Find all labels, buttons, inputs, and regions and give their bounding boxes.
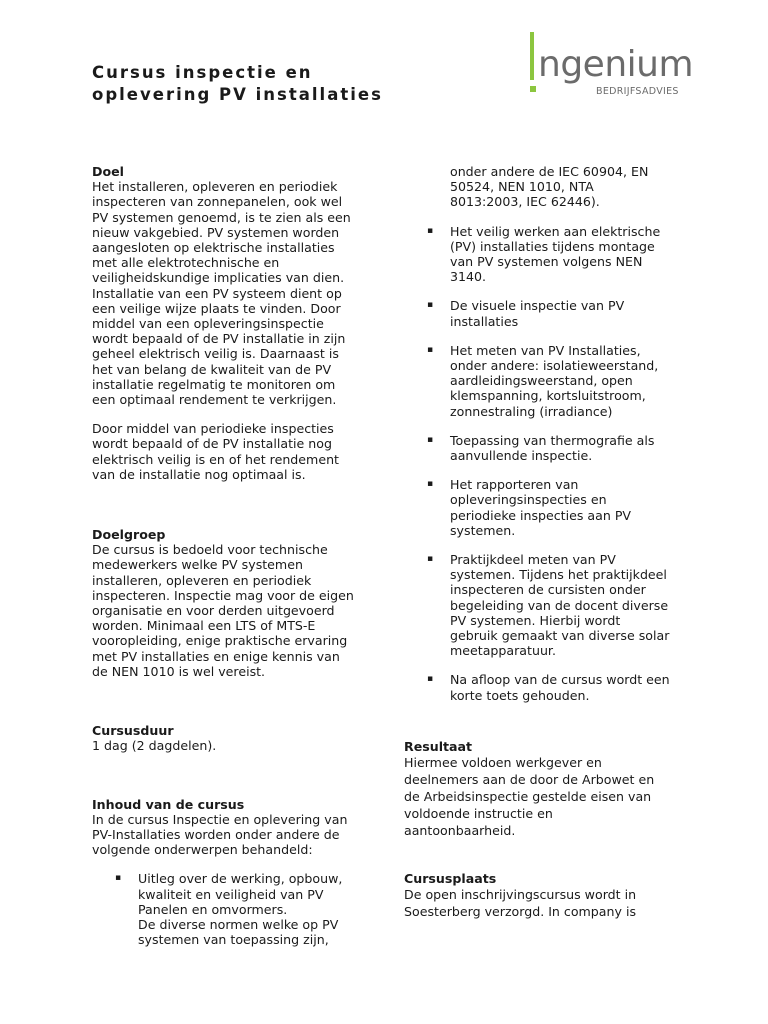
bullet-icon: ▪	[427, 674, 434, 685]
title-line: oplevering PV installaties	[92, 85, 383, 104]
text-line: klemspanning, kortsluitstroom,	[450, 388, 646, 404]
cursusplaats-paragraph	[404, 886, 704, 920]
text-line: de Arbeidsinspectie gestelde eisen van	[404, 789, 652, 805]
doel-paragraph-1	[92, 179, 392, 407]
section-cursusduur	[92, 723, 392, 753]
text-line: installaties	[450, 313, 519, 329]
text-line: systemen van toepassing zijn,	[138, 932, 329, 948]
text-line: De visuele inspectie van PV	[450, 298, 625, 314]
bullet-icon: ▪	[427, 554, 434, 565]
text-line: voldoende instructie en	[404, 806, 553, 822]
text-line: met alle elektrotechnische en	[92, 255, 280, 271]
text-line: installeren, opleveren en periodiek	[92, 572, 312, 588]
section-heading: Cursusplaats	[404, 871, 497, 887]
text-line: deelnemers aan de door de Arbowet en	[404, 772, 655, 788]
logo-mark-dot	[530, 86, 536, 92]
section-heading: Inhoud van de cursus	[92, 796, 245, 812]
section-resultaat	[404, 739, 704, 839]
right-column	[404, 164, 704, 920]
text-line: PV systemen. Hierbij wordt	[450, 612, 621, 628]
text-line: gebruik gemaakt van diverse solar	[450, 628, 670, 644]
bullet-icon: ▪	[427, 344, 434, 355]
section-inhoud	[92, 797, 392, 948]
section-cursusplaats	[404, 871, 704, 920]
text-line: de NEN 1010 is wel vereist.	[92, 663, 266, 679]
bullet-icon: ▪	[427, 225, 434, 236]
doelgroep-paragraph	[92, 542, 392, 679]
title-line: Cursus inspectie en	[92, 63, 313, 82]
text-line: inspecteren. Inspectie mag voor de eigen	[92, 587, 354, 603]
text-line: middel van een opleveringsinspectie	[92, 316, 324, 332]
text-line: met PV installaties en enige kennis van	[92, 648, 340, 664]
text-line: Hiermee voldoen werkgever en	[404, 755, 602, 771]
list-item	[404, 477, 704, 538]
cursusduur-text: 1 dag (2 dagdelen).	[92, 738, 217, 754]
text-line: volgende onderwerpen behandeld:	[92, 842, 313, 858]
text-line: Het installeren, opleveren en periodiek	[92, 179, 338, 195]
text-line: Toepassing van thermografie als	[450, 432, 655, 448]
text-line: aantoonbaarheid.	[404, 823, 516, 839]
text-line: meetapparatuur.	[450, 643, 556, 659]
text-line: 8013:2003, IEC 62446).	[450, 194, 600, 210]
text-line: aangesloten op elektrische installaties	[92, 240, 335, 256]
bullet-icon: ▪	[427, 434, 434, 445]
text-line: wordt bepaald of de PV installatie nog	[92, 436, 332, 452]
list-item	[404, 224, 704, 285]
text-line: een veilige wijze plaats te vinden. Door	[92, 300, 341, 316]
text-line: van PV systemen volgens NEN	[450, 254, 643, 270]
list-item	[404, 672, 704, 702]
text-line: 3140.	[450, 269, 487, 285]
text-line: In de cursus Inspectie en oplevering van	[92, 811, 348, 827]
text-line: medewerkers welke PV systemen	[92, 557, 303, 573]
text-line: inspecteren de cursisten onder	[450, 582, 646, 598]
text-line: Uitleg over de werking, opbouw,	[138, 871, 343, 887]
logo-subtitle: BEDRIJFSADVIES	[596, 86, 679, 97]
bullet-icon: ▪	[427, 479, 434, 490]
text-line: aanvullende inspectie.	[450, 448, 593, 464]
ingenium-logo	[526, 24, 706, 104]
text-line: wordt bepaald of de PV installatie in zijn	[92, 331, 346, 347]
list-item	[404, 433, 704, 463]
text-line: vooropleiding, enige praktische ervaring	[92, 633, 348, 649]
text-line: Soesterberg verzorgd. In company is	[404, 904, 637, 920]
text-line: aardleidingsweerstand, open	[450, 373, 633, 389]
text-line: organisatie en voor derden uitgevoerd	[92, 603, 335, 619]
text-line: begeleiding van de docent diverse	[450, 597, 669, 613]
text-line: veiligheidskundige implicaties van dien.	[92, 270, 345, 286]
resultaat-paragraph	[404, 754, 704, 839]
section-doel	[92, 164, 392, 482]
text-line: onder andere de IEC 60904, EN	[450, 164, 649, 179]
text-line: Het rapporteren van	[450, 477, 579, 493]
text-line: geheel elektrisch veilig is. Daarnaast is	[92, 346, 339, 362]
list-item	[404, 298, 704, 328]
document-title	[92, 62, 383, 106]
text-line: een optimaal rendement te verkrijgen.	[92, 392, 337, 408]
section-heading: Cursusduur	[92, 723, 174, 739]
section-doelgroep	[92, 527, 392, 679]
logo-mark-bar	[530, 32, 534, 80]
text-line: Door middel van periodieke inspecties	[92, 421, 334, 437]
text-line: elektrisch veilig is en of het rendement	[92, 451, 339, 467]
section-heading: Doelgroep	[92, 527, 166, 543]
text-line: Het meten van PV Installaties,	[450, 342, 641, 358]
text-line: kwaliteit en veiligheid van PV	[138, 886, 324, 902]
onderwerpen-bullet-list	[404, 224, 704, 703]
text-line: Het veilig werken aan elektrische	[450, 223, 661, 239]
text-line: periodieke inspecties aan PV	[450, 507, 632, 523]
section-heading: Doel	[92, 164, 124, 179]
text-line: Praktijkdeel meten van PV	[450, 552, 616, 568]
text-line: 50524, NEN 1010, NTA	[450, 179, 594, 195]
doel-paragraph-2	[92, 421, 392, 482]
list-item	[404, 343, 704, 419]
logo-brand-text: ngenium	[538, 44, 694, 85]
text-line: De open inschrijvingscursus wordt in	[404, 887, 637, 903]
text-line: (PV) installaties tijdens montage	[450, 238, 655, 254]
text-line: opleveringsinspecties en	[450, 492, 607, 508]
list-item	[92, 871, 392, 947]
text-line: Installatie van een PV systeem dient op	[92, 285, 342, 301]
inhoud-paragraph	[92, 812, 392, 858]
text-line: De cursus is bedoeld voor technische	[92, 542, 328, 558]
section-heading: Resultaat	[404, 738, 473, 754]
text-line: De diverse normen welke op PV	[138, 916, 339, 932]
bullet-icon: ▪	[427, 300, 434, 311]
left-column	[92, 164, 392, 947]
bullet-icon: ▪	[115, 873, 122, 884]
text-line: PV systemen genoemd, is te zien als een	[92, 209, 351, 225]
text-line: worden. Minimaal een LTS of MTS-E	[92, 618, 316, 634]
text-line: Na afloop van de cursus wordt een	[450, 672, 670, 688]
continuation-text	[404, 164, 704, 210]
list-item	[404, 552, 704, 658]
text-line: PV-Installaties worden onder andere de	[92, 826, 340, 842]
inhoud-bullet-list	[92, 871, 392, 947]
text-line: zonnestraling (irradiance)	[450, 403, 613, 419]
text-line: van de installatie nog optimaal is.	[92, 466, 306, 482]
text-line: nieuw vakgebied. PV systemen worden	[92, 224, 340, 240]
text-line: onder andere: isolatieweerstand,	[450, 358, 659, 374]
text-line: inspecteren van zonnepanelen, ook wel	[92, 194, 343, 210]
text-line: Panelen en omvormers.	[138, 901, 288, 917]
text-line: systemen. Tijdens het praktijkdeel	[450, 567, 667, 583]
text-line: korte toets gehouden.	[450, 687, 590, 703]
text-line: installatie regelmatig te monitoren om	[92, 376, 336, 392]
text-line: systemen.	[450, 522, 516, 538]
text-line: het van belang de kwaliteit van de PV	[92, 361, 332, 377]
